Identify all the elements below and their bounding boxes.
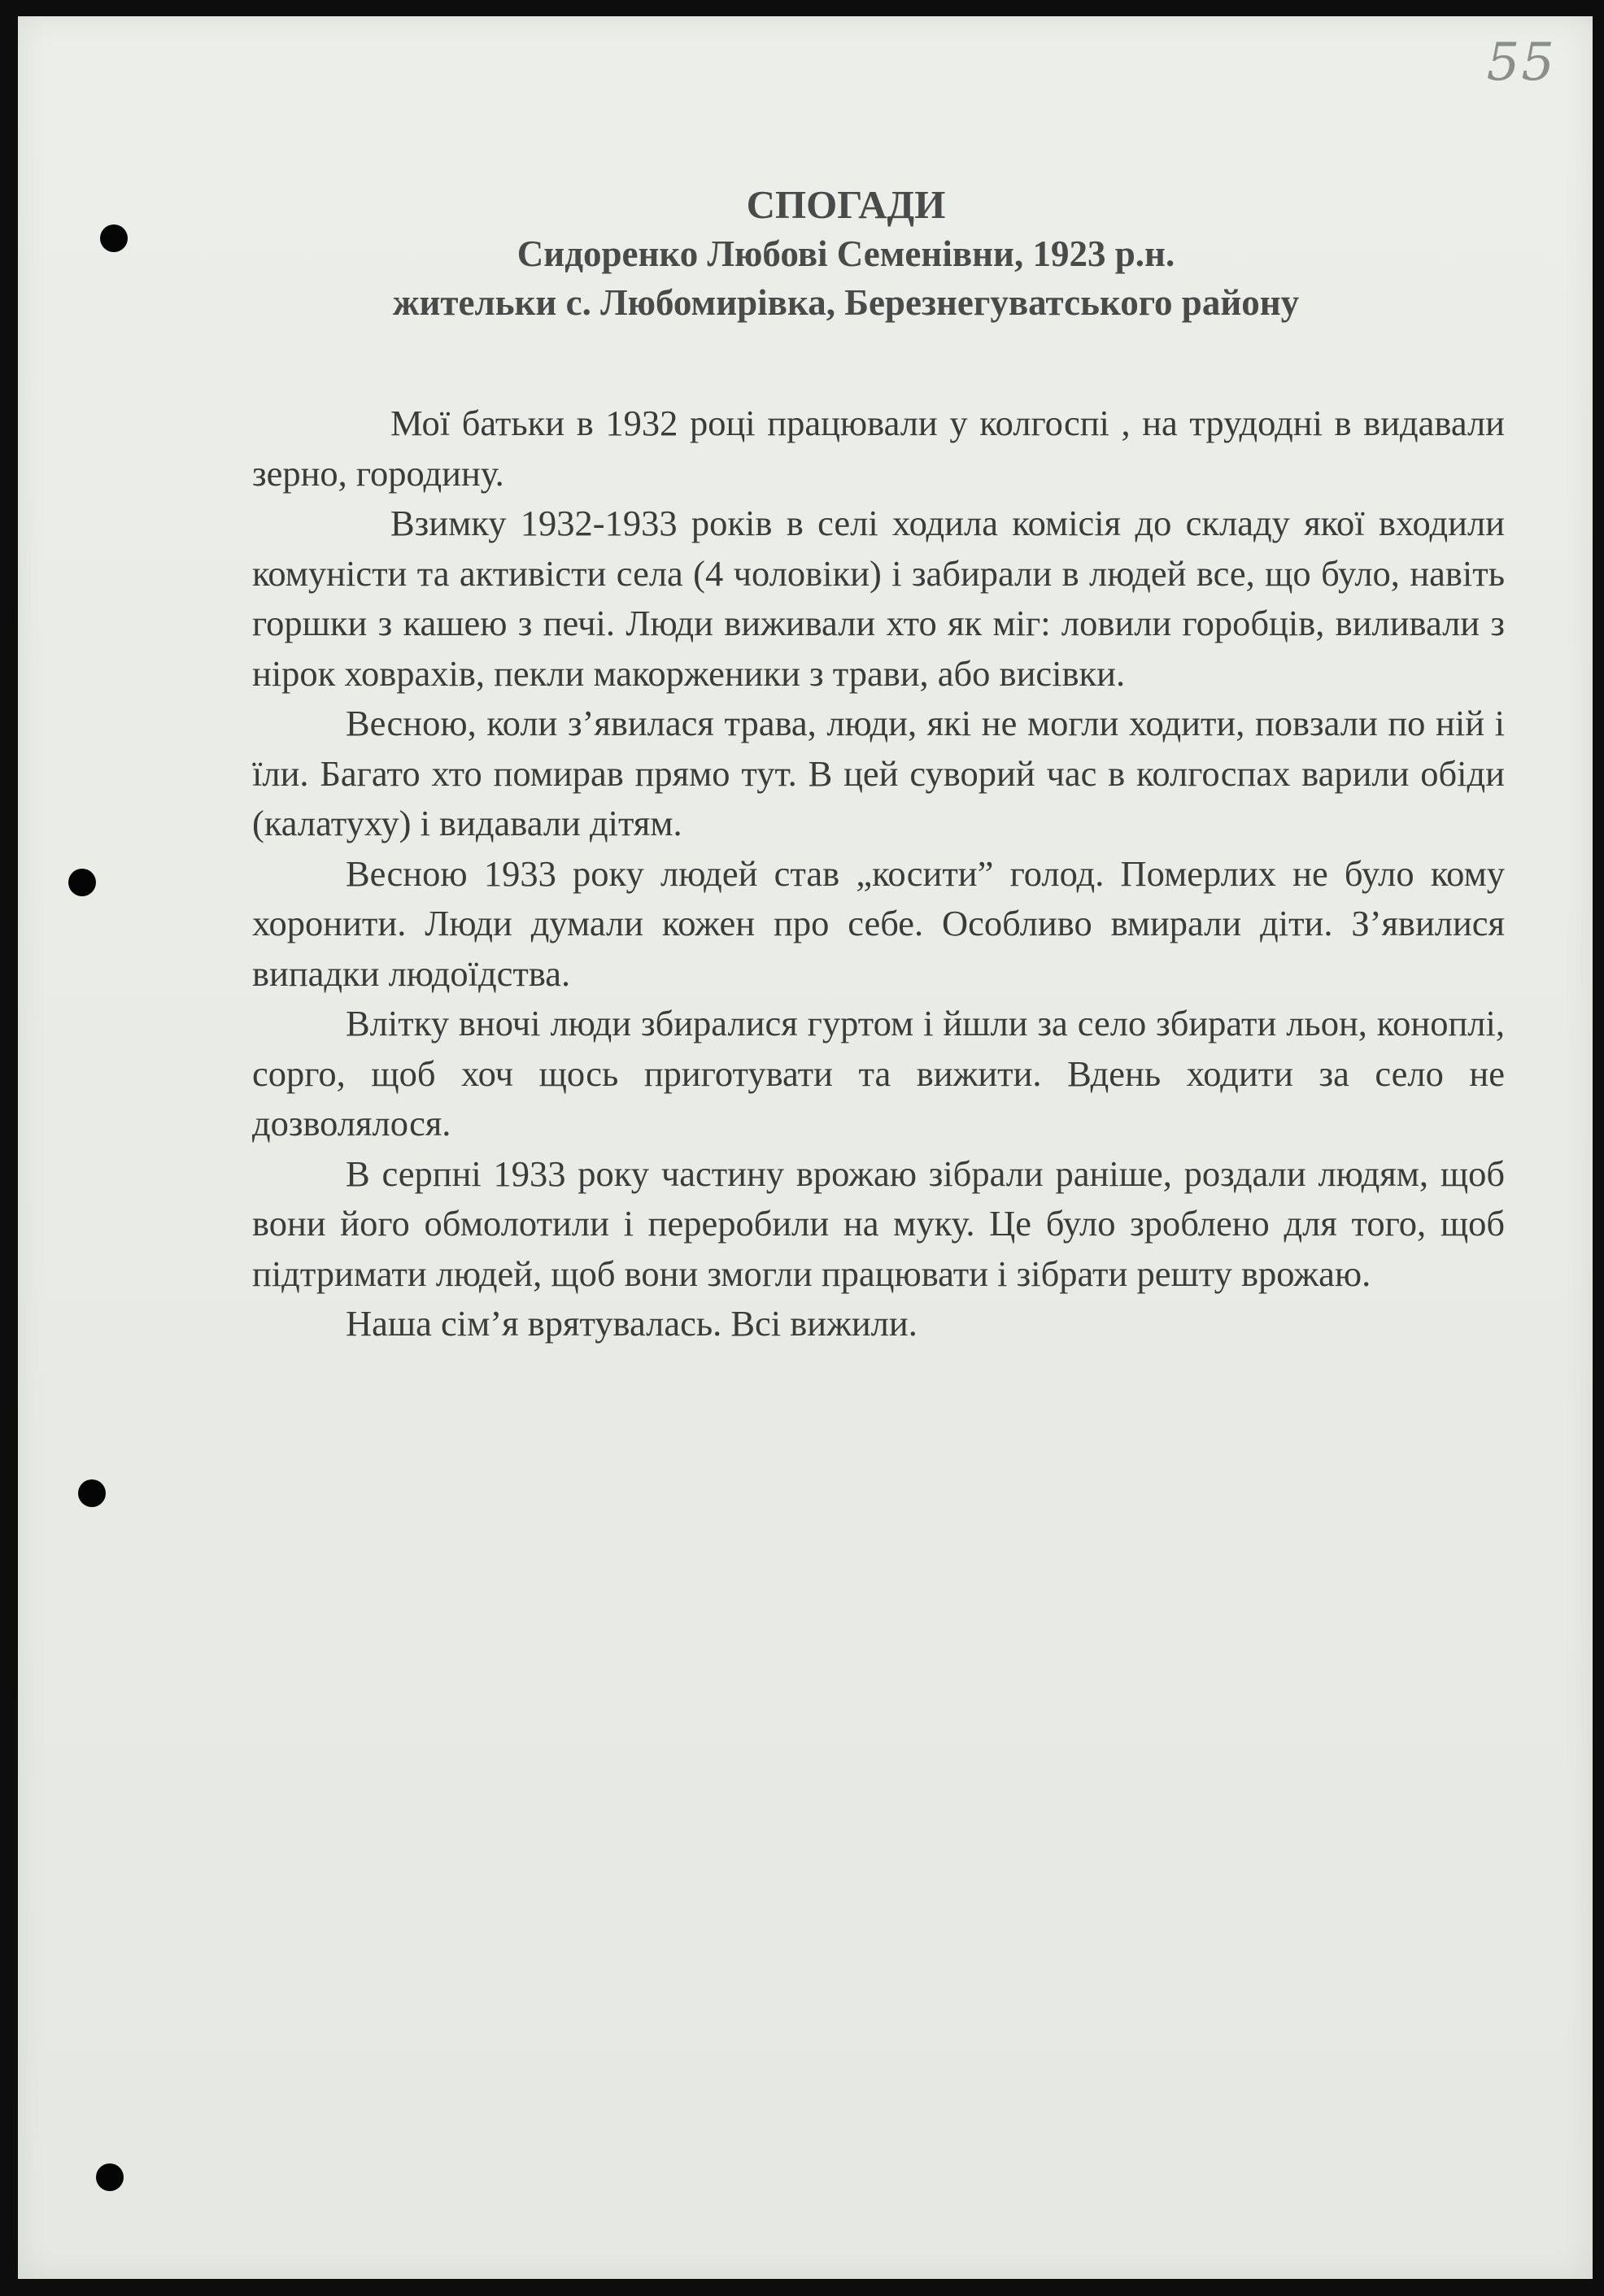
paragraph: В серпні 1933 року частину врожаю зібрали раніше, роздали людям, щоб вони його обмолотили і переробили на муку. Це було зроблено для того, щоб підтримати людей, щоб вони змогли працювати і зібрати решту врожаю.: [252, 1152, 1505, 1294]
document-page: [18, 16, 1593, 2279]
document-subtitle: Сидоренко Любові Семенівни, 1923 р.н.: [517, 233, 1175, 274]
document-body: [252, 399, 1505, 1349]
paragraph: Наша сім’я врятувалась. Всі вижили.: [346, 1303, 918, 1344]
handwritten-page-number: 55: [1486, 33, 1556, 93]
paragraph: Взимку 1932-1933 років в селі ходила комісія до складу якої входили комуністи та активісти села (4 чоловіки) і забирали в людей все, що було, навіть горшки з кашею з печі. Люди виживали хто як міг: ловили горобців, виливали з нірок ховрахів, пекли макорженики з трави, або висівки.: [252, 503, 1505, 694]
punch-hole: [78, 1479, 106, 1507]
paragraph: Мої батьки в 1932 році працювали у колгоспі , на трудодні в видавали зерно, городину.: [252, 403, 1505, 494]
paragraph: Весною, коли з’явилася трава, люди, які не могли ходити, повзали по ній і їли. Багато хто помирав прямо тут. В цей суворий час в колгоспах варили обіди (калатуху) і видавали дітям.: [252, 703, 1505, 843]
document-location: жительки с. Любомирівка, Березнегуватського району: [392, 282, 1300, 323]
punch-hole: [96, 2163, 124, 2191]
paragraph: Весною 1933 року людей став „косити” голод. Померлих не було кому хоронити. Люди думали кожен про себе. Особливо вмирали діти. З’явилися випадки людоїдства.: [252, 852, 1505, 994]
document-title: СПОГАДИ: [746, 182, 946, 227]
punch-hole: [68, 869, 96, 896]
paragraph: Влітку вночі люди збиралися гуртом і йшли за село збирати льон, коноплі, сорго, щоб хоч щось приготувати та вижити. Вдень ходити за село не дозволялося.: [252, 1003, 1505, 1144]
document-heading: [18, 181, 1593, 327]
